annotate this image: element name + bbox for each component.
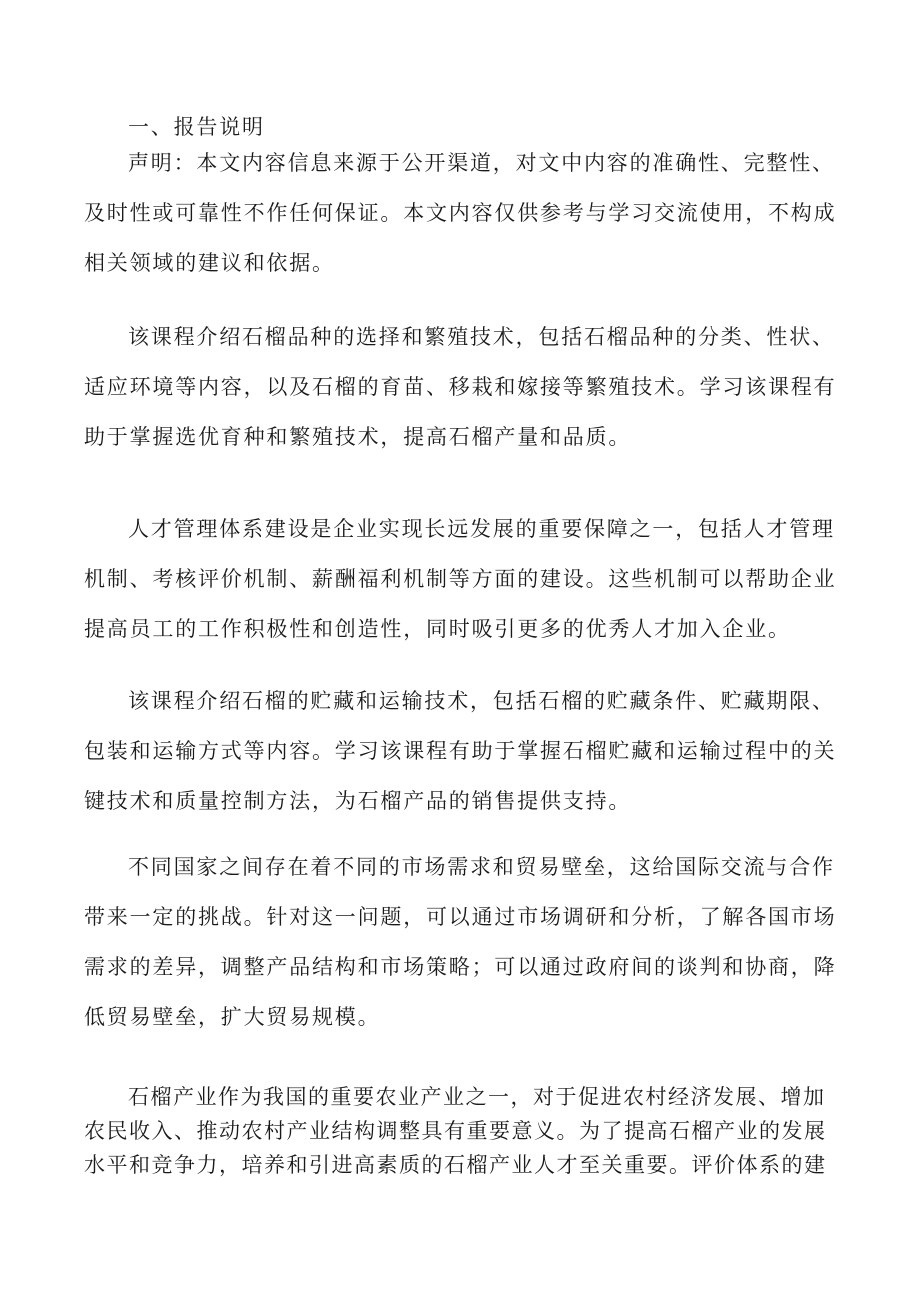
paragraph-line: 该课程介绍石榴品种的选择和繁殖技术，包括石榴品种的分类、性状、 (128, 325, 835, 349)
paragraph-line: 相关领域的建议和依据。 (84, 251, 335, 275)
paragraph-line: 声明：本文内容信息来源于公开渠道，对文中内容的准确性、完整性、 (128, 151, 835, 175)
paragraph-line: 该课程介绍石榴的贮藏和运输技术，包括石榴的贮藏条件、贮藏期限、 (128, 689, 835, 713)
paragraph-line: 农民收入、推动农村产业结构调整具有重要意义。为了提高石榴产业的发展 (84, 1119, 827, 1143)
paragraph-line: 带来一定的挑战。针对这一问题，可以通过市场调研和分析，了解各国市场 (84, 905, 837, 929)
paragraph-line: 需求的差异，调整产品结构和市场策略；可以通过政府间的谈判和协商，降 (84, 955, 837, 979)
paragraph-line: 键技术和质量控制方法，为石榴产品的销售提供支持。 (84, 789, 632, 813)
paragraph-line: 低贸易壁垒，扩大贸易规模。 (84, 1005, 381, 1029)
paragraph-line: 助于掌握选优育种和繁殖技术，提高石榴产量和品质。 (84, 425, 632, 449)
paragraph-line: 石榴产业作为我国的重要农业产业之一，对于促进农村经济发展、增加 (128, 1085, 826, 1109)
paragraph-line: 提高员工的工作积极性和创造性，同时吸引更多的优秀人才加入企业。 (84, 617, 791, 641)
paragraph-line: 机制、考核评价机制、薪酬福利机制等方面的建设。这些机制可以帮助企业 (84, 567, 837, 591)
section-heading: 一、报告说明 (128, 115, 265, 139)
paragraph-line: 及时性或可靠性不作任何保证。本文内容仅供参考与学习交流使用，不构成 (84, 201, 837, 225)
paragraph-line: 包装和运输方式等内容。学习该课程有助于掌握石榴贮藏和运输过程中的关 (84, 739, 837, 763)
paragraph-line: 水平和竞争力，培养和引进高素质的石榴产业人才至关重要。评价体系的建 (84, 1153, 827, 1177)
paragraph-line: 不同国家之间存在着不同的市场需求和贸易壁垒，这给国际交流与合作 (128, 855, 835, 879)
paragraph-line: 人才管理体系建设是企业实现长远发展的重要保障之一，包括人才管理 (128, 517, 835, 541)
paragraph-line: 适应环境等内容，以及石榴的育苗、移栽和嫁接等繁殖技术。学习该课程有 (84, 375, 837, 399)
